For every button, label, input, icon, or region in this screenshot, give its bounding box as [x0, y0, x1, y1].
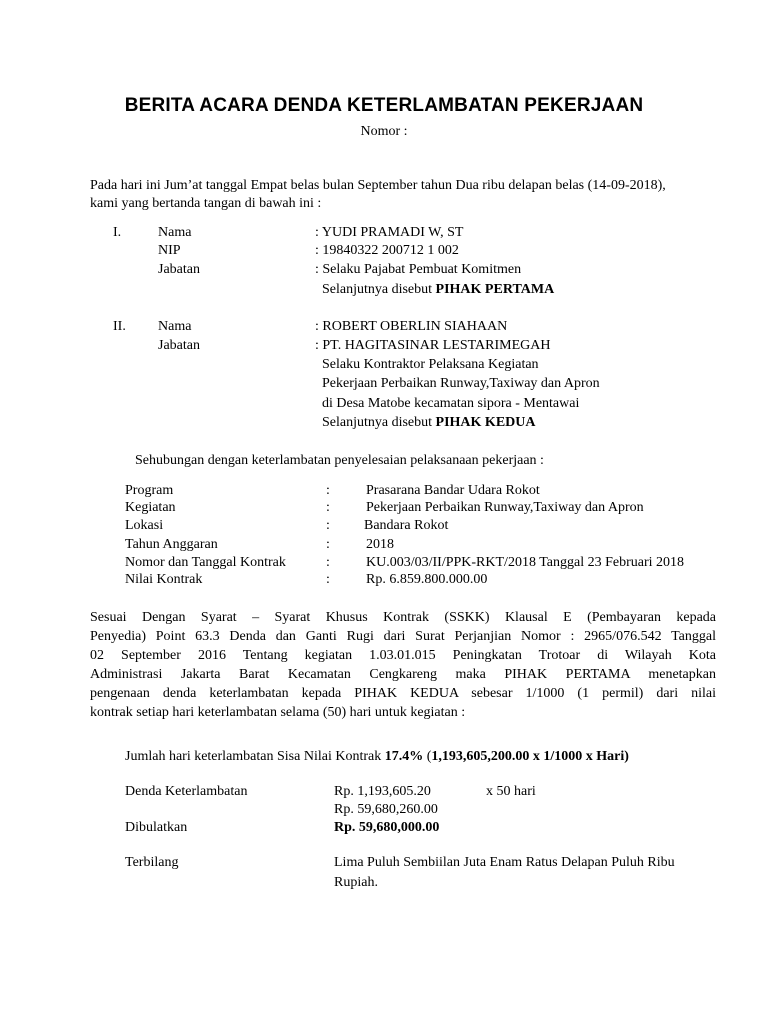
detail-program-sep: :	[326, 483, 330, 498]
party1-name-label: Nama	[158, 225, 192, 240]
sesuai-line-3: 02 September 2016 Tentang kegiatan 1.03.01.015 Peningkatan Trotoar di Wilayah Kota	[90, 648, 716, 663]
party2-name-value: : ROBERT OBERLIN SIAHAAN	[315, 319, 508, 334]
jumlah-prefix: Jumlah hari keterlambatan Sisa Nilai Kontrak	[125, 749, 385, 764]
terbilang-label: Terbilang	[125, 855, 179, 870]
party1-nip-label: NIP	[158, 243, 181, 258]
party2-extra-line-1: Selaku Kontraktor Pelaksana Kegiatan	[322, 357, 539, 372]
party2-jabatan-label: Jabatan	[158, 338, 200, 353]
detail-tahun-sep: :	[326, 537, 330, 552]
sesuai-line-4: Administrasi Jakarta Barat Kecamatan Cengkareng maka PIHAK PERTAMA menetapkan	[90, 667, 716, 682]
sesuai-line-5: pengenaan denda keterlambatan kepada PIHAK KEDUA sebesar 1/1000 (1 permil) dari nilai	[90, 686, 716, 701]
detail-nilai-label: Nilai Kontrak	[125, 572, 203, 587]
detail-kontrak-label: Nomor dan Tanggal Kontrak	[125, 555, 286, 570]
party2-name-label: Nama	[158, 319, 192, 334]
sesuai-line-2: Penyedia) Point 63.3 Denda dan Ganti Rugi dari Surat Perjanjian Nomor : 2965/076.542 Tanggal	[90, 629, 716, 644]
detail-lokasi-value: Bandara Rokot	[364, 518, 449, 533]
party2-numeral: II.	[113, 319, 126, 334]
detail-tahun-label: Tahun Anggaran	[125, 537, 218, 552]
denda-multiplier: x 50 hari	[486, 784, 536, 799]
party1-nip-value: : 19840322 200712 1 002	[315, 243, 459, 258]
detail-lokasi-label: Lokasi	[125, 518, 164, 533]
party2-extra-line-3: di Desa Matobe kecamatan sipora - Mentawai	[322, 396, 580, 411]
jumlah-formula: 1,193,605,200.00 x 1/1000 x Hari)	[431, 749, 629, 764]
detail-kegiatan-sep: :	[326, 500, 330, 515]
detail-lokasi-sep: :	[326, 518, 330, 533]
detail-nilai-value: Rp. 6.859.800.000.00	[366, 572, 488, 587]
intro-line-1: Pada hari ini Jum’at tanggal Empat belas bulan September tahun Dua ribu delapan belas (14-09-2018),	[90, 178, 666, 193]
sesuai-line-6: kontrak setiap hari keterlambatan selama (50) hari untuk kegiatan :	[90, 705, 466, 720]
document-number-label: Nomor :	[360, 124, 408, 139]
detail-kegiatan-value: Pekerjaan Perbaikan Runway,Taxiway dan Apron	[366, 500, 644, 515]
party1-jabatan-label: Jabatan	[158, 262, 200, 277]
detail-nilai-sep: :	[326, 572, 330, 587]
detail-tahun-value: 2018	[366, 537, 394, 552]
sesuai-paragraph	[90, 608, 716, 722]
intro-line-2: kami yang bertanda tangan di bawah ini :	[90, 196, 322, 211]
dibulatkan-value	[334, 819, 439, 837]
party2-designation-prefix: Selanjutnya disebut	[322, 415, 436, 430]
party2-designation-name: PIHAK KEDUA	[435, 415, 536, 430]
party1-designation-prefix: Selanjutnya disebut	[322, 282, 436, 297]
terbilang-line-2: Rupiah.	[334, 875, 378, 890]
party1-name-value: : YUDI PRAMADI W, ST	[315, 225, 464, 240]
party2-designation	[322, 414, 536, 432]
party1-designation	[322, 281, 554, 299]
denda-label: Denda Keterlambatan	[125, 784, 248, 799]
dibulatkan-amount: Rp. 59,680,000.00	[334, 820, 440, 835]
detail-program-label: Program	[125, 483, 174, 498]
party1-jabatan-value: : Selaku Pajabat Pembuat Komitmen	[315, 262, 522, 277]
denda-value-2: Rp. 59,680,260.00	[334, 802, 438, 817]
jumlah-line	[125, 748, 629, 766]
sehubungan-text: Sehubungan dengan keterlambatan penyelesaian pelaksanaan pekerjaan :	[135, 453, 544, 468]
jumlah-open: (	[423, 749, 432, 764]
detail-program-value: Prasarana Bandar Udara Rokot	[366, 483, 540, 498]
party1-designation-name: PIHAK PERTAMA	[435, 282, 555, 297]
terbilang-line-1: Lima Puluh Sembiilan Juta Enam Ratus Delapan Puluh Ribu	[334, 855, 675, 870]
party2-jabatan-value: : PT. HAGITASINAR LESTARIMEGAH	[315, 338, 551, 353]
party1-numeral: I.	[113, 225, 122, 240]
detail-kegiatan-label: Kegiatan	[125, 500, 176, 515]
dibulatkan-label: Dibulatkan	[125, 820, 188, 835]
detail-kontrak-value: KU.003/03/II/PPK-RKT/2018 Tanggal 23 Februari 2018	[366, 555, 685, 570]
jumlah-percent: 17.4%	[384, 749, 424, 764]
party2-extra-line-2: Pekerjaan Perbaikan Runway,Taxiway dan Apron	[322, 376, 600, 391]
detail-kontrak-sep: :	[326, 555, 330, 570]
document-title: BERITA ACARA DENDA KETERLAMBATAN PEKERJAAN	[124, 95, 644, 116]
sesuai-line-1: Sesuai Dengan Syarat – Syarat Khusus Kontrak (SSKK) Klausal E (Pembayaran kepada	[90, 610, 716, 625]
denda-value-1: Rp. 1,193,605.20	[334, 784, 431, 799]
